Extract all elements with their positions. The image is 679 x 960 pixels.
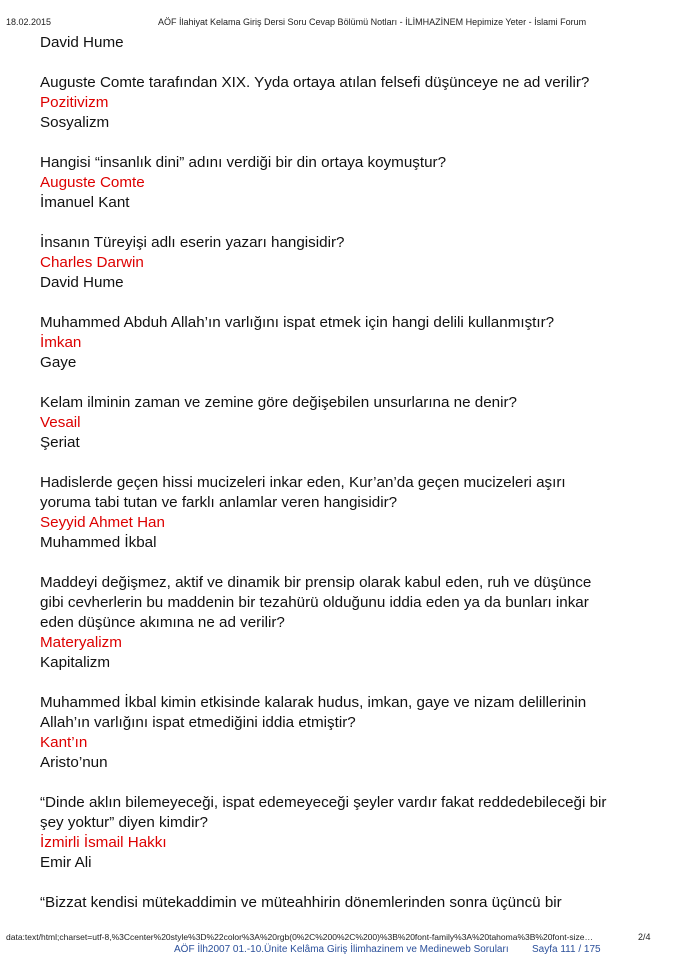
correct-answer: Vesail [40, 414, 81, 431]
question-text: Maddeyi değişmez, aktif ve dinamik bir prensip olarak kabul eden, ruh ve düşünce [40, 574, 592, 591]
correct-answer: İmkan [40, 334, 82, 351]
alternative-option: Aristo’nun [40, 754, 108, 771]
question-text: Hangisi “insanlık dini” adını verdiği bir din ortaya koymuştur? [40, 154, 447, 171]
question-text: Muhammed İkbal kimin etkisinde kalarak hudus, imkan, gaye ve nizam delillerinin [40, 694, 587, 711]
qa-item [40, 553, 665, 673]
trailing-question: “Bizzat kendisi mütekaddimin ve müteahhirin dönemlerinden sonra üçüncü bir [40, 894, 562, 911]
qa-item [40, 213, 665, 293]
qa-item [40, 293, 665, 373]
correct-answer: Charles Darwin [40, 254, 144, 271]
question-text: Kelam ilminin zaman ve zemine göre değişebilen unsurlarına ne denir? [40, 394, 517, 411]
question-text: İnsanın Türeyişi adlı eserin yazarı hangisidir? [40, 234, 345, 251]
question-text: “Dinde aklın bilemeyeceği, ispat edemeyeceği şeyler vardır fakat reddedebileceği bir [40, 794, 607, 811]
question-text: gibi cevherlerin bu maddenin bir tezahürü olduğunu iddia eden ya da bunları inkar [40, 594, 589, 611]
alternative-option: Sosyalizm [40, 114, 110, 131]
question-text: eden düşünce akımına ne ad verilir? [40, 614, 285, 631]
correct-answer: Kant’ın [40, 734, 88, 751]
qa-item [40, 133, 665, 213]
correct-answer: Seyyid Ahmet Han [40, 514, 165, 531]
correct-answer: Auguste Comte [40, 174, 145, 191]
qa-item [40, 773, 665, 873]
alternative-option: Kapitalizm [40, 654, 111, 671]
correct-answer: İzmirli İsmail Hakkı [40, 834, 167, 851]
print-page-count: 2/4 [638, 932, 651, 942]
leading-option: David Hume [40, 34, 124, 51]
question-text: yoruma tabi tutan ve farklı anlamlar veren hangisidir? [40, 494, 398, 511]
alternative-option: Gaye [40, 354, 77, 371]
alternative-option: Emir Ali [40, 854, 92, 871]
question-text: Hadislerde geçen hissi mucizeleri inkar eden, Kur’an’da geçen mucizeleri aşırı [40, 474, 566, 491]
alternative-option: Muhammed İkbal [40, 534, 157, 551]
qa-item [40, 453, 665, 553]
qa-list [40, 53, 665, 873]
document-title: AÖF İlh2007 01.-10.Ünite Kelâma Giriş İlimhazinem ve Medineweb Soruları [174, 944, 509, 955]
question-text: Auguste Comte tarafından XIX. Yyda ortaya atılan felsefi düşünceye ne ad verilir? [40, 74, 590, 91]
qa-item [40, 673, 665, 773]
alternative-option: Şeriat [40, 434, 80, 451]
question-text: şey yoktur” diyen kimdir? [40, 814, 208, 831]
qa-item [40, 373, 665, 453]
alternative-option: David Hume [40, 274, 124, 291]
print-date: 18.02.2015 [6, 17, 52, 27]
source-url: data:text/html;charset=utf-8,%3Ccenter%20style%3D%22color%3A%20rgb(0%2C%200%2C%200)%3B%20font-family%3A%20tahoma%3B%20font-size… [6, 932, 594, 942]
correct-answer: Materyalizm [40, 634, 122, 651]
qa-item [40, 53, 665, 133]
question-text: Muhammed Abduh Allah’ın varlığını ispat etmek için hangi delili kullanmıştır? [40, 314, 555, 331]
page-title: AÖF İlahiyat Kelama Giriş Dersi Soru Cevap Bölümü Notları - İLİMHAZİNEM Hepimize Yeter - İslami Forum [158, 17, 587, 27]
qa-content [40, 33, 665, 913]
question-text: Allah’ın varlığını ispat etmediğini iddia etmiştir? [40, 714, 356, 731]
correct-answer: Pozitivizm [40, 94, 109, 111]
alternative-option: İmanuel Kant [40, 194, 130, 211]
page-number: Sayfa 111 / 175 [532, 944, 601, 955]
